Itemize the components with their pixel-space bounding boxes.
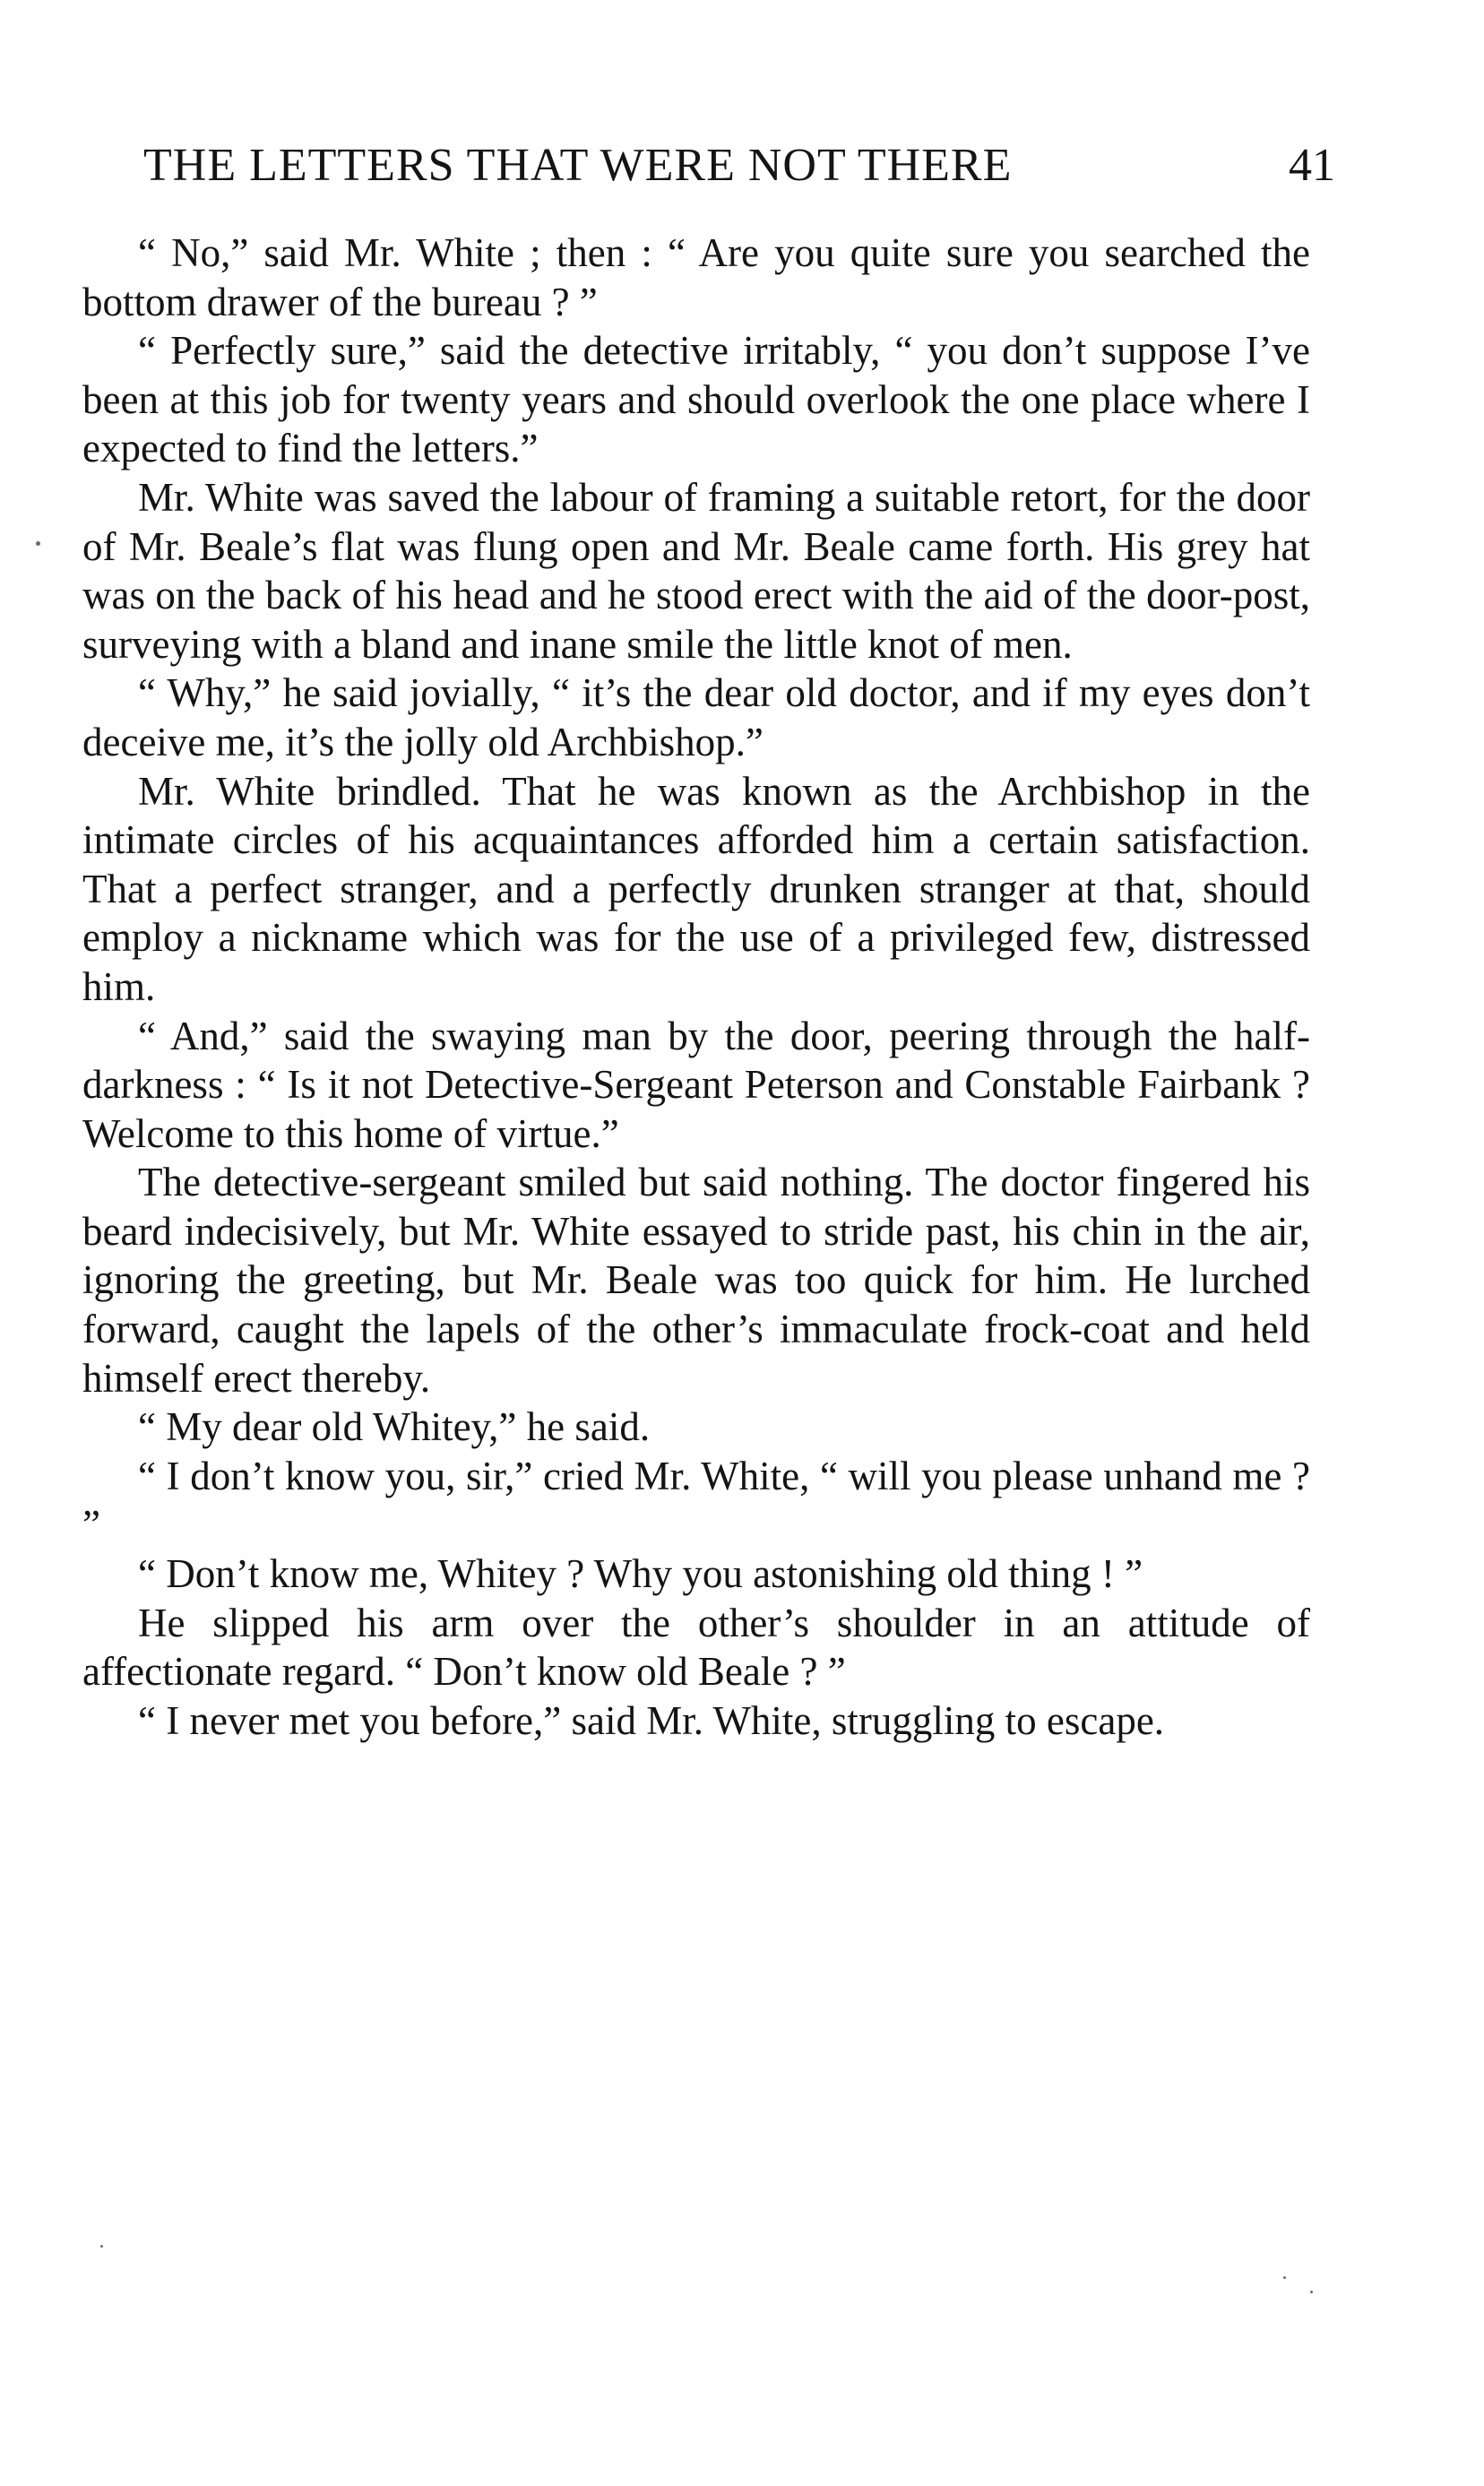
- paper-speck: [36, 541, 40, 546]
- paper-speck: [1310, 2291, 1313, 2293]
- paragraph: “ No,” said Mr. White ; then : “ Are you quite sure you searched the bottom drawer of the bureau ? ”: [82, 230, 1310, 324]
- paper-speck: [100, 2245, 103, 2248]
- body-text: [82, 229, 1310, 1745]
- paragraph: “ Don’t know me, Whitey ? Why you astonishing old thing ! ”: [138, 1551, 1143, 1597]
- paragraph: “ Perfectly sure,” said the detective irritably, “ you don’t suppose I’ve been at this job for twenty years and should overlook the one place where I expected to find the letters.”: [82, 328, 1310, 471]
- page-number: 41: [1289, 140, 1335, 191]
- running-title: THE LETTERS THAT WERE NOT THERE: [143, 140, 1013, 191]
- running-head: [143, 134, 1335, 197]
- paragraph: “ I never met you before,” said Mr. White, struggling to escape.: [138, 1697, 1165, 1743]
- paragraph: He slipped his arm over the other’s shoulder in an attitude of affectionate regard. “ Don’t know old Beale ? ”: [82, 1600, 1310, 1695]
- paragraph: Mr. White was saved the labour of framing a suitable retort, for the door of Mr. Beale’s flat was flung open and Mr. Beale came forth. His grey hat was on the back of his head and he stood erect with the aid of the door-post, surveying with a bland and inane smile the little knot of men.: [82, 474, 1310, 667]
- paragraph: Mr. White brindled. That he was known as the Archbishop in the intimate circles of his acquaintances afforded him a certain satisfaction. That a perfect stranger, and a perfectly drunken stranger at that, should employ a nickname which was for the use of a privileged few, distressed him.: [82, 768, 1310, 1009]
- paragraph: The detective-sergeant smiled but said nothing. The doctor fingered his beard indecisively, but Mr. White essayed to stride past, his chin in the air, ignoring the greeting, but Mr. Beale was too quick for him. He lurched forward, caught the lapels of the other’s immaculate frock-coat and held himself erect thereby.: [82, 1160, 1310, 1401]
- paragraph: “ Why,” he said jovially, “ it’s the dear old doctor, and if my eyes don’t deceive me, it’s the jolly old Archbishop.”: [82, 670, 1310, 764]
- paragraph: “ I don’t know you, sir,” cried Mr. White, “ will you please unhand me ? ”: [82, 1453, 1310, 1548]
- paragraph: “ My dear old Whitey,” he said.: [138, 1404, 651, 1450]
- paragraph: “ And,” said the swaying man by the door, peering through the half-darkness : “ Is it not Detective-Sergeant Peterson and Constable Fairbank ? Welcome to this home of virtue.”: [82, 1013, 1310, 1156]
- paper-speck: [1283, 2276, 1286, 2279]
